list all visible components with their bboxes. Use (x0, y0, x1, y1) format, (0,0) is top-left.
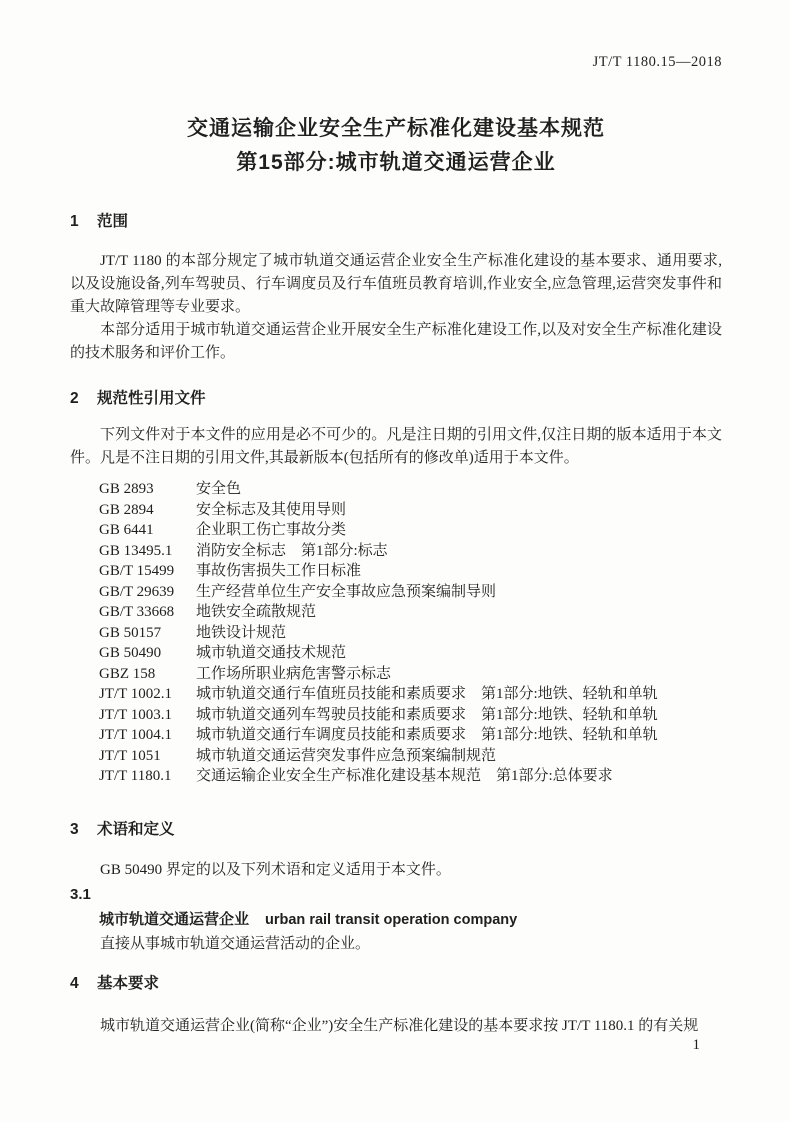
term-entry-number: 3.1 (70, 885, 91, 903)
reference-title: 地铁设计规范 (196, 624, 287, 641)
reference-row (70, 602, 722, 623)
reference-code: GB 2893 (99, 481, 154, 497)
reference-row (70, 725, 722, 746)
reference-row (70, 643, 722, 664)
paragraph: JT/T 1180 的本部分规定了城市轨道交通运营企业安全生产标准化建设的基本要求、通用要求,以及设施设备,列车驾驶员、行车调度员及行车值班员教育培训,作业安全,应急管理,运营突发事件和重大故障管理等专业要求。 (70, 253, 722, 315)
reference-title: 企业职工伤亡事故分类 (196, 522, 347, 538)
section-number: 2 (70, 390, 79, 407)
title-line-2: 第15部分:城市轨道交通运营企业 (236, 151, 556, 174)
reference-title: 地铁安全疏散规范 (196, 604, 317, 620)
reference-code: GB 50157 (99, 624, 162, 641)
reference-title: 生产经营单位生产安全事故应急预案编制导则 (196, 583, 497, 600)
reference-row (70, 500, 722, 521)
reference-title: 安全标志及其使用导则 (196, 501, 347, 518)
reference-row (70, 582, 722, 603)
reference-row (70, 479, 722, 500)
reference-code: GB/T 15499 (99, 563, 175, 579)
reference-row (70, 520, 722, 541)
section-number: 1 (70, 213, 79, 230)
reference-title: 消防安全标志 第1部分:标志 (196, 542, 388, 559)
reference-row (70, 623, 722, 644)
reference-row (70, 684, 722, 705)
references-list (70, 479, 722, 787)
reference-row (70, 766, 722, 787)
paragraph: 城市轨道交通运营企业(简称“企业”)安全生产标准化建设的基本要求按 JT/T 1180.1 的有关规 (100, 1017, 699, 1034)
reference-title: 城市轨道交通行车值班员技能和素质要求 第1部分:地铁、轻轨和单轨 (196, 686, 658, 702)
reference-code: JT/T 1051 (99, 747, 161, 764)
reference-title: 城市轨道交通列车驾驶员技能和素质要求 第1部分:地铁、轻轨和单轨 (196, 706, 658, 723)
reference-title: 城市轨道交通运营突发事件应急预案编制规范 (196, 747, 497, 764)
term-entry (70, 909, 722, 931)
reference-title: 事故伤害损失工作日标准 (196, 563, 362, 579)
document-title (70, 112, 722, 180)
standard-number: JT/T 1180.15—2018 (592, 54, 722, 70)
reference-code: GB 6441 (99, 522, 154, 538)
reference-row (70, 541, 722, 562)
paragraph: 本部分适用于城市轨道交通运营企业开展安全生产标准化建设工作,以及对安全生产标准化建设的技术服务和评价工作。 (70, 322, 722, 361)
reference-title: 安全色 (196, 481, 242, 497)
section-title: 范围 (96, 213, 128, 230)
reference-title: 城市轨道交通技术规范 (196, 645, 347, 661)
terms-intro: GB 50490 界定的以及下列术语和定义适用于本文件。 (100, 861, 451, 878)
term-definition: 直接从事城市轨道交通运营活动的企业。 (100, 935, 371, 952)
scope-paragraphs (70, 250, 722, 365)
section-title: 基本要求 (96, 974, 159, 992)
section-scope-heading (70, 212, 722, 232)
page-number: 1 (692, 1037, 700, 1053)
reference-code: JT/T 1004.1 (99, 727, 173, 743)
reference-code: GB 13495.1 (99, 542, 173, 559)
reference-row (70, 664, 722, 685)
title-line-1: 交通运输企业安全生产标准化建设基本规范 (187, 117, 605, 140)
reference-title: 工作场所职业病危害警示标志 (196, 665, 392, 682)
reference-title: 城市轨道交通行车调度员技能和素质要求 第1部分:地铁、轻轨和单轨 (196, 727, 658, 743)
section-number: 3 (70, 820, 79, 838)
section-basic-requirements-heading (70, 974, 722, 994)
reference-title: 交通运输企业安全生产标准化建设基本规范 第1部分:总体要求 (196, 768, 613, 784)
reference-code: GB/T 33668 (99, 604, 175, 620)
reference-code: GB 2894 (99, 501, 154, 518)
normative-references-intro: 下列文件对于本文件的应用是必不可少的。凡是注日期的引用文件,仅注日期的版本适用于本文件。凡是不注日期的引用文件,其最新版本(包括所有的修改单)适用于本文件。 (70, 427, 722, 466)
term-name-zh: 城市轨道交通运营企业 (99, 910, 250, 928)
reference-row (70, 561, 722, 582)
reference-row (70, 705, 722, 726)
section-terms-heading (70, 820, 722, 840)
section-title: 规范性引用文件 (96, 390, 206, 407)
section-normative-references-heading (70, 389, 722, 409)
section-title: 术语和定义 (96, 820, 175, 838)
reference-code: GB 50490 (99, 645, 162, 661)
reference-code: JT/T 1002.1 (99, 686, 173, 702)
section-number: 4 (70, 974, 79, 992)
reference-code: GBZ 158 (99, 665, 156, 682)
term-name-en: urban rail transit operation company (265, 911, 518, 928)
reference-row (70, 746, 722, 767)
reference-code: GB/T 29639 (99, 583, 175, 600)
reference-code: JT/T 1003.1 (99, 706, 173, 723)
reference-code: JT/T 1180.1 (99, 768, 172, 784)
